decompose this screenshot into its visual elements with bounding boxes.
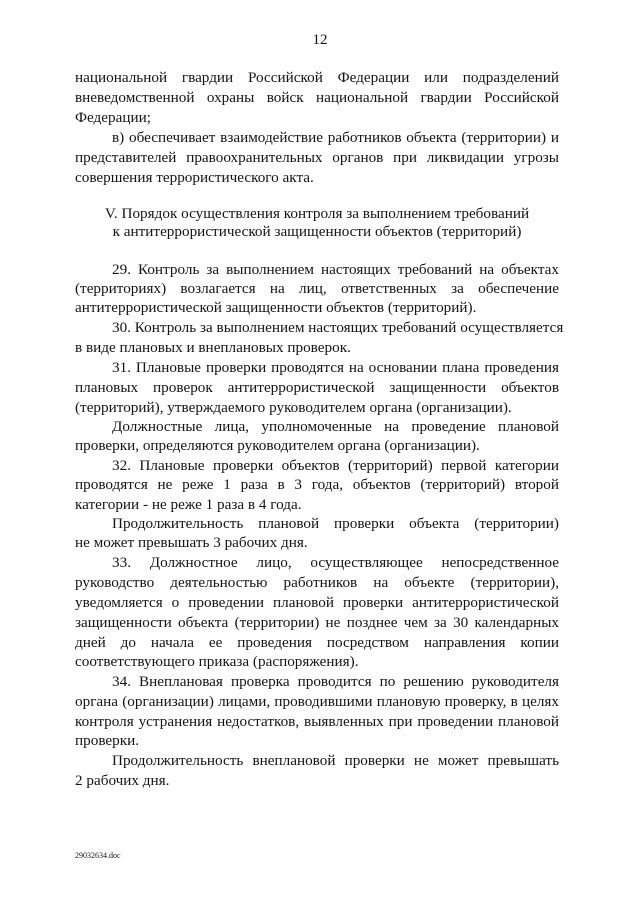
- text-line: (территорий), утверждаемого руководителем органа (организации).: [75, 399, 512, 416]
- text-line: совершения террористического акта.: [75, 169, 314, 186]
- text-line: антитеррористической защищенности объектов (территорий).: [75, 299, 477, 316]
- text-line: 33. Должностное лицо, осуществляющее непосредственное: [112, 554, 559, 571]
- section-heading-line: V. Порядок осуществления контроля за выполнением требований: [104, 205, 530, 222]
- text-line: категории - не реже 1 раза в 4 года.: [75, 496, 302, 513]
- text-line: проверки.: [75, 732, 140, 749]
- text-line: (территориях) возлагается на лиц, ответственных за обеспечение: [75, 280, 559, 297]
- text-line: уведомляется о проведении плановой проверки антитеррористической: [75, 594, 559, 611]
- text-line: 2 рабочих дня.: [75, 772, 170, 789]
- text-line: не может превышать 3 рабочих дня.: [75, 534, 308, 551]
- text-line: Федерации;: [75, 109, 151, 126]
- text-line: органа (организации) лицами, проводившими плановую проверку, в целях: [75, 693, 559, 710]
- text-line: Продолжительность внеплановой проверки не может превышать: [112, 752, 559, 769]
- page-number: 12: [312, 32, 328, 48]
- text-line: национальной гвардии Российской Федерации или подразделений: [75, 69, 559, 86]
- text-line: в) обеспечивает взаимодействие работников объекта (территории) и: [112, 129, 559, 146]
- text-line: 30. Контроль за выполнением настоящих требований осуществляется: [112, 319, 564, 336]
- text-line: Должностные лица, уполномоченные на проведение плановой: [112, 418, 559, 435]
- text-line: 31. Плановые проверки проводятся на основании плана проведения: [112, 359, 559, 376]
- text-line: проводятся не реже 1 раза в 3 года, объектов (территорий) второй: [75, 476, 559, 493]
- text-line: плановых проверок антитеррористической защищенности объектов: [75, 379, 559, 396]
- section-heading-line: к антитеррористической защищенности объектов (территорий): [112, 223, 522, 240]
- text-line: руководство деятельностью работников на объекте (территории),: [75, 574, 559, 591]
- footer-filename: 29032634.doc: [75, 851, 121, 860]
- text-line: Продолжительность плановой проверки объекта (территории): [112, 515, 559, 532]
- text-line: контроля устранения недостатков, выявленных при проведении плановой: [75, 713, 559, 730]
- text-line: в виде плановых и внеплановых проверок.: [75, 339, 351, 356]
- text-line: вневедомственной охраны войск национальной гвардии Российской: [75, 89, 559, 106]
- text-line: соответствующего приказа (распоряжения).: [75, 653, 359, 670]
- text-line: защищенности объекта (территории) не позднее чем за 30 календарных: [75, 614, 559, 631]
- text-line: дней до начала ее проведения посредством направления копии: [75, 634, 559, 651]
- text-line: 32. Плановые проверки объектов (территорий) первой категории: [112, 457, 559, 474]
- text-line: 29. Контроль за выполнением настоящих требований на объектах: [112, 261, 559, 278]
- text-line: проверки, определяются руководителем органа (организации).: [75, 437, 480, 454]
- text-line: 34. Внеплановая проверка проводится по решению руководителя: [112, 673, 559, 690]
- text-line: представителей правоохранительных органов при ликвидации угрозы: [75, 149, 559, 166]
